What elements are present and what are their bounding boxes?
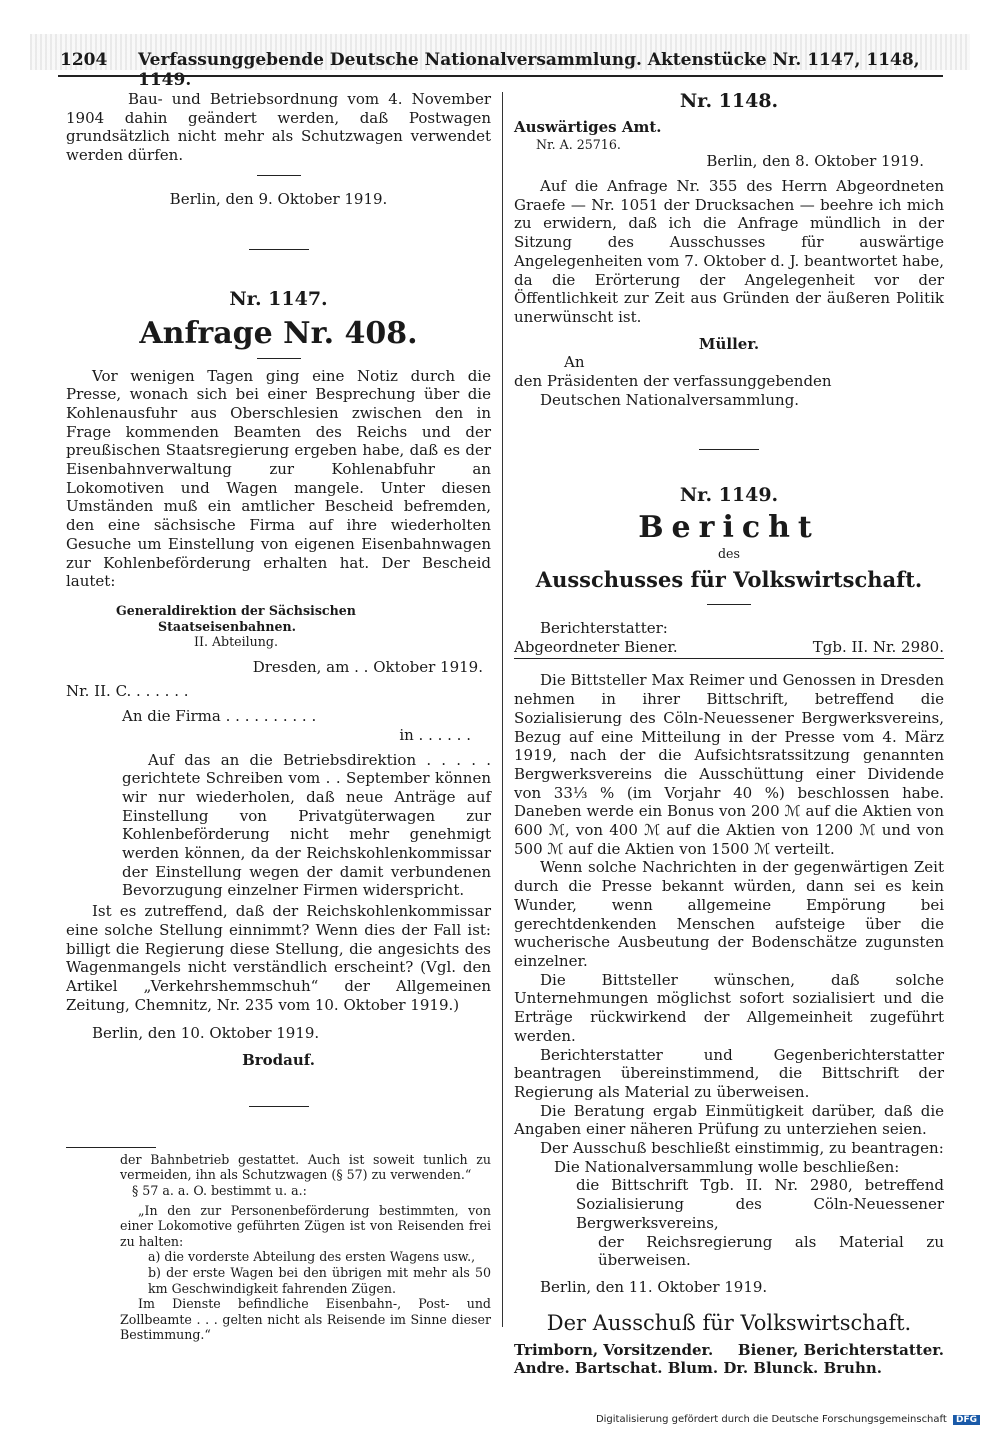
signature-members: Andre. Bartschat. Blum. Dr. Blunck. Bruhn.	[514, 1359, 882, 1378]
header-title: Verfassunggebende Deutsche Nationalversammlung. Aktenstücke Nr. 1147, 1148, 1149.	[138, 50, 920, 90]
document-title: Anfrage Nr. 408.	[139, 315, 418, 351]
footnote-line: „In den zur Personenbeförderung bestimmten, von einer Lokomotive geführten Zügen ist von Reisenden frei zu halten:	[120, 1202, 491, 1249]
separator	[699, 449, 759, 450]
body-paragraph: Die Bittsteller Max Reimer und Genossen in Dresden nehmen in ihrer Bittschrift, betreffend die Sozialisierung des Cöln-Neuessener Bergwerksvereins, Bezug auf eine Mitteilung in der Presse vom 4. März 1919, nach der die Aufsichtsratssitzung genannten Bergwerksvereins die Ausschüttung einer Dividende von 33⅓ % (im Vorjahr 40 %) beschlossen habe. Daneben werde ein Bonus von 200 ℳ auf die Aktien von 600 ℳ, von 400 ℳ auf die Aktien von 1200 ℳ und von 500 ℳ auf die Aktien von 1500 ℳ verteilt.	[514, 671, 944, 858]
body-paragraph: Die Nationalversammlung wolle beschließen:	[554, 1157, 900, 1176]
quoted-paragraph: Auf das an die Betriebsdirektion . . . . . gerichtete Schreiben vom . . September können wir nur wiederholen, daß neue Anträge auf Einstellung von Privatgüterwagen zur Kohlenbeförderung nicht mehr genehmigt werden können, da der Reichskohlenkommissar der Einstellung wegen der damit verbundenen Bevorzugung einzelner Firmen widerspricht.	[122, 750, 491, 900]
reporter-row	[514, 638, 944, 660]
signature-row	[514, 1341, 944, 1360]
letterhead	[116, 603, 491, 650]
date-line: Berlin, den 11. Oktober 1919.	[540, 1277, 768, 1296]
separator	[257, 358, 301, 359]
body-paragraph: Die Bittsteller wünschen, daß solche Unternehmungen möglichst sofort sozialisiert und die Erträge rückwirkend der Allgemeinheit zugeführt werden.	[514, 970, 944, 1045]
signature-chair: Trimborn, Vorsitzender.	[514, 1340, 714, 1359]
footnote-line: § 57 a. a. O. bestimmt u. a.:	[132, 1182, 307, 1198]
page-header	[40, 46, 955, 90]
reporter-label: Berichterstatter:	[540, 619, 668, 638]
signature-reporter: Biener, Berichterstatter.	[737, 1340, 944, 1359]
body-paragraph: Vor wenigen Tagen ging eine Notiz durch die Presse, wonach sich bei einer Besprechung über die Kohlenausfuhr aus Oberschlesien zwischen den in Frage kommenden Beamten des Reichs und der preußischen Staatsregierung ergeben habe, daß es der Eisenbahnverwaltung zur Kohlenabfuhr an Lokomotiven und Wagen mangele. Unter diesen Umständen muß ein amtlicher Bescheid befremden, den eine sächsische Firma auf ihre wiederholten Gesuche um Einstellung von eigenen Eisenbahnwagen zur Kohlenbeförderung erhalten hat. Der Bescheid lautet:	[66, 366, 491, 591]
footnote-line: a) die vorderste Abteilung des ersten Wagens usw.,	[148, 1249, 476, 1265]
date-line: Dresden, am . . Oktober 1919.	[252, 657, 483, 676]
body-paragraph: Die Beratung ergab Einmütigkeit darüber, daß die Angaben einer näheren Prüfung zu unterziehen seien.	[514, 1101, 944, 1139]
committee-title: Ausschusses für Volkswirtschaft.	[535, 567, 923, 593]
letterhead-line: Generaldirektion der Sächsischen	[116, 602, 356, 618]
body-paragraph: Berichterstatter und Gegenberichterstatter beantragen übereinstimmend, die Bittschrift der Regierung als Material zu überweisen.	[514, 1045, 944, 1101]
address-line: in . . . . . .	[399, 725, 471, 744]
signature: Brodauf.	[242, 1051, 315, 1070]
footnote-line: der Bahnbetrieb gestattet. Auch ist soweit tunlich zu vermeiden, ihn als Schutzwagen (§ 57) zu verwenden.“	[120, 1151, 491, 1183]
footnote-line: b) der erste Wagen bei den übrigen mit mehr als 50 km Geschwindigkeit fahrenden Zügen.	[148, 1264, 491, 1296]
header-rule	[58, 75, 943, 77]
address-line: den Präsidenten der verfassunggebenden	[514, 372, 832, 391]
document-number: Nr. 1149.	[679, 484, 779, 507]
separator	[249, 1106, 309, 1107]
title-connector: des	[718, 546, 740, 562]
committee-signature: Der Ausschuß für Volkswirtschaft.	[546, 1310, 912, 1335]
signature: Müller.	[698, 334, 760, 353]
right-column	[514, 90, 944, 1378]
body-paragraph: Auf die Anfrage Nr. 355 des Herrn Abgeordneten Graefe — Nr. 1051 der Drucksachen — beehre ich mich zu erwidern, daß ich die Anfrage mündlich in der Sitzung des Ausschusses für auswärtige Angelegenheiten vom 7. Oktober d. J. beantwortet habe, da die Erörterung der Angelegenheit vor der Öffentlichkeit zur Zeit aus Gründen der äußeren Politik unerwünscht ist.	[514, 177, 944, 326]
journal-number: Tgb. II. Nr. 2980.	[812, 637, 944, 656]
intro-paragraph: Bau- und Betriebsordnung vom 4. November 1904 dahin geändert werden, daß Postwagen grundsätzlich nicht mehr als Schutzwagen verwendet werden dürfen.	[66, 90, 491, 165]
separator	[707, 604, 751, 605]
address-line: An die Firma . . . . . . . . . .	[122, 707, 317, 726]
office-name: Auswärtiges Amt.	[514, 118, 662, 136]
footer-text: Digitalisierung gefördert durch die Deutsche Forschungsgemeinschaft	[595, 1414, 947, 1425]
document-title: Bericht	[638, 510, 820, 546]
address-line: Deutschen Nationalversammlung.	[540, 390, 800, 409]
body-paragraph: Ist es zutreffend, daß der Reichskohlenkommissar eine solche Stellung einnimmt? Wenn dies der Fall ist: billigt die Regierung diese Stellung, die angesichts des Wagenmangels nicht verständlich erscheint? (Vgl. den Artikel „Verkehrshemmschuh“ der Allgemeinen Zeitung, Chemnitz, Nr. 235 vom 10. Oktober 1919.)	[66, 902, 491, 1014]
footnotes	[66, 1147, 491, 1343]
separator	[249, 249, 309, 250]
address-line: An	[564, 353, 585, 372]
page-number: 1204	[60, 50, 108, 70]
footer-credit	[596, 1414, 980, 1425]
left-column	[66, 90, 491, 1343]
office-reference: Nr. A. 25716.	[536, 136, 621, 152]
letterhead-line: Staatseisenbahnen.	[158, 618, 297, 634]
footnote-rule	[66, 1147, 156, 1148]
reporter-name: Abgeordneter Biener.	[514, 637, 678, 656]
date-line: Berlin, den 9. Oktober 1919.	[169, 189, 388, 208]
body-paragraph: Wenn solche Nachrichten in der gegenwärtigen Zeit durch die Presse bekannt würden, dann sei es kein Wunder, wenn allgemeine Empörung bei gerechtdenkenden Menschen aufsteige über die wucherische Ausbeutung der Bodenschätze zugunsten einzelner.	[514, 858, 944, 970]
separator	[257, 175, 301, 176]
motion-text: der Reichsregierung als Material zu überweisen.	[598, 1232, 944, 1270]
dfg-logo: DFG	[953, 1415, 980, 1425]
body-paragraph: Der Ausschuß beschließt einstimmig, zu beantragen:	[540, 1139, 944, 1158]
document-number: Nr. 1148.	[679, 90, 779, 112]
column-divider	[502, 92, 503, 1327]
motion-text: die Bittschrift Tgb. II. Nr. 2980, betreffend Sozialisierung des Cöln-Neuessener Bergwerksvereins,	[576, 1176, 944, 1232]
document-number: Nr. 1147.	[229, 287, 328, 310]
date-line: Berlin, den 8. Oktober 1919.	[706, 152, 924, 171]
letterhead-line: II. Abteilung.	[194, 634, 278, 650]
footnote-line: Im Dienste befindliche Eisenbahn-, Post- und Zollbeamte . . . gelten nicht als Reisende im Sinne dieser Bestimmung.“	[120, 1296, 491, 1343]
date-line: Berlin, den 10. Oktober 1919.	[92, 1024, 320, 1043]
reference-line: Nr. II. C. . . . . . .	[66, 682, 189, 701]
